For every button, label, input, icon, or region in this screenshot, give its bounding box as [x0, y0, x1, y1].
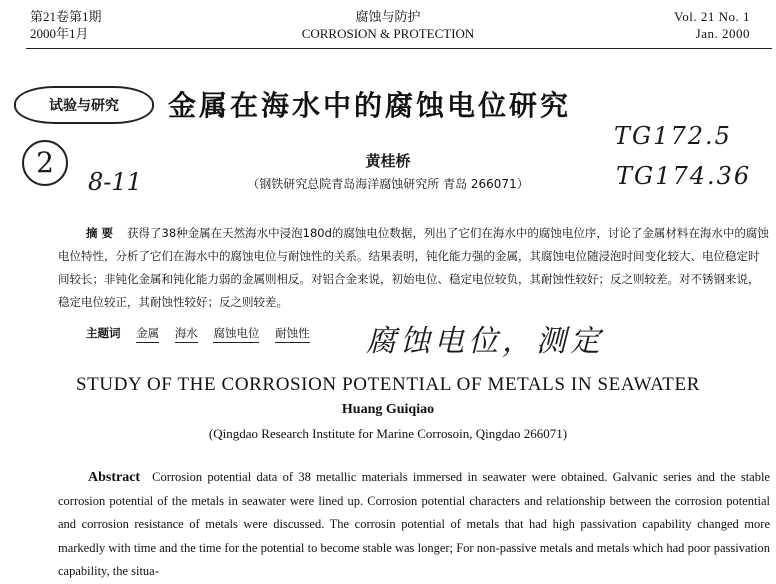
keyword-item: 腐蚀电位	[213, 325, 259, 343]
issue-volume-en: Vol. 21 No. 1	[674, 9, 750, 24]
abstract-en-text: Corrosion potential data of 38 metallic materials immersed in seawater were obtained. Galvanic series and the stable corrosion potential of the metals in seawater were lined up. Corrosion potential characters and relationship between the corrosion potential and corrosion resistance of metals were discussed. The corrosin potential of metals that had high passivation capability changed more markedly with time and the time for the potential to become stable was longer; For non-passive metals and metals which had poor passivation capability, the situa-	[58, 470, 770, 578]
keyword-item: 金属	[136, 325, 159, 343]
author-en: Huang Guiqiao	[341, 402, 435, 417]
author-cn: 黄桂桥	[365, 152, 411, 170]
handwritten-keyword-note: 腐蚀电位，测定	[366, 324, 604, 359]
journal-issue-en	[674, 8, 750, 42]
abstract-en-label: Abstract	[88, 470, 141, 485]
journal-name	[0, 8, 776, 42]
journal-name-en: CORROSION & PROTECTION	[301, 26, 475, 41]
abstract-en	[58, 466, 770, 584]
handwritten-class-code-2: TG174.36	[616, 162, 752, 190]
keyword-item: 耐蚀性	[275, 325, 310, 343]
issue-date-en: Jan. 2000	[695, 26, 750, 41]
affiliation-en: (Qingdao Research Institute for Marine Corrosoin, Qingdao 266071)	[208, 426, 568, 441]
abstract-cn-text: 获得了38种金属在天然海水中浸泡180d的腐蚀电位数据，列出了它们在海水中的腐蚀电位序，讨论了金属材料在海水中的腐蚀电位特性，分析了它们在海水中的腐蚀电位与耐蚀性的关系。结果表明，钝化能力强的金属，其腐蚀电位随浸泡时间变化较大、电位稳定时间较长；非钝化金属和钝化能力弱的金属则相反。对铝合金来说，初始电位、稳定电位较负，其耐蚀性较好；反之则较差。对不锈钢来说，稳定电位较正，其耐蚀性较好；反之则较差。	[58, 226, 769, 309]
abstract-cn	[58, 222, 770, 314]
issue-volume-cn: 第21卷第1期	[30, 9, 102, 24]
title-en: STUDY OF THE CORROSION POTENTIAL OF METALS IN SEAWATER	[76, 374, 700, 395]
affiliation-cn: （钢铁研究总院青岛海洋腐蚀研究所 青岛 266071）	[247, 177, 529, 191]
handwritten-circled-number: 2	[22, 140, 68, 186]
abstract-cn-label: 摘 要	[86, 226, 114, 240]
issue-date-cn: 2000年1月	[30, 26, 89, 41]
keyword-item: 海水	[175, 325, 198, 343]
section-badge: 试验与研究	[14, 86, 154, 124]
keywords-label: 主题词	[86, 326, 121, 340]
keywords-cn	[86, 325, 322, 343]
handwritten-page-range: 8-11	[88, 168, 142, 196]
journal-name-cn: 腐蚀与防护	[355, 9, 421, 24]
handwritten-class-code-1: TG172.5	[614, 122, 732, 150]
header-rule	[26, 48, 772, 49]
title-cn: 金属在海水中的腐蚀电位研究	[168, 89, 572, 122]
